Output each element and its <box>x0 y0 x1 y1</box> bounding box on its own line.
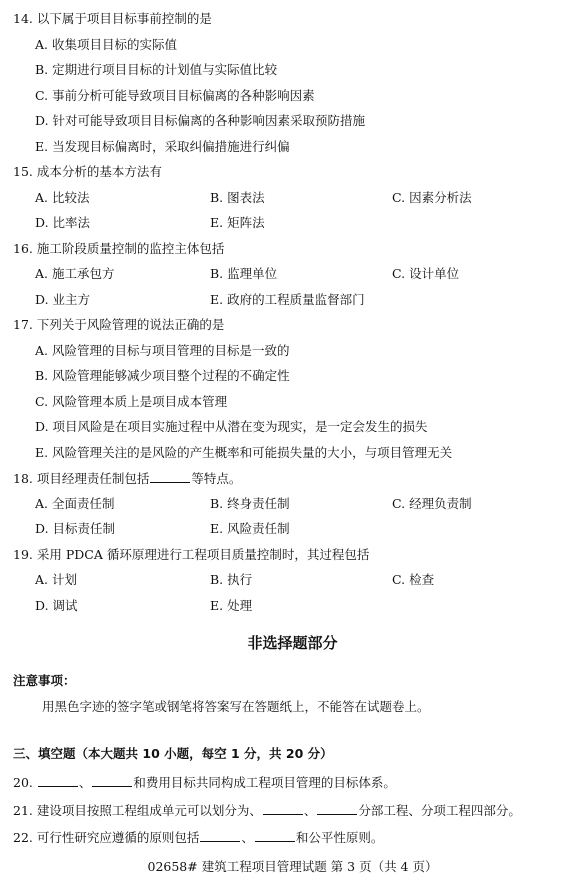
q20-text-after: 和费用目标共同构成工程项目管理的目标体系。 <box>133 775 396 790</box>
q22-text-after: 和公平性原则。 <box>295 830 384 845</box>
question-15-stem: 15. 成本分析的基本方法有 <box>13 164 162 179</box>
section-3-heading <box>13 746 333 762</box>
q17-option-e: E. 风险管理关注的是风险的产生概率和可能损失量的大小，与项目管理无关 <box>35 445 453 460</box>
q17-option-b: B. 风险管理能够减少项目整个过程的不确定性 <box>35 368 290 383</box>
q22-text-before: 22. 可行性研究应遵循的原则包括 <box>13 830 200 845</box>
q16-option-e: E. 政府的工程质量监督部门 <box>210 292 365 307</box>
notice-label: 注意事项： <box>13 673 76 688</box>
question-16-stem: 16. 施工阶段质量控制的监控主体包括 <box>13 241 225 256</box>
q16-option-d: D. 业主方 <box>35 292 91 307</box>
non-choice-section-title: 非选择题部分 <box>247 634 338 652</box>
q21-separator-1: 、 <box>249 803 262 818</box>
q19-option-d: D. 调试 <box>35 598 78 613</box>
q22-separator: 、 <box>241 830 254 845</box>
q16-option-a: A. 施工承包方 <box>35 266 115 281</box>
q18-option-e: E. 风险责任制 <box>210 521 290 536</box>
q15-option-c: C. 因素分析法 <box>392 190 472 205</box>
q21-blank-1 <box>263 802 303 815</box>
q14-option-d: D. 针对可能导致项目目标偏离的各种影响因素采取预防措施 <box>35 113 366 128</box>
q15-option-b: B. 图表法 <box>210 190 265 205</box>
notice-text: 用黑色字迹的签字笔或钢笔将答案写在答题纸上，不能答在试题卷上。 <box>42 699 430 714</box>
q14-option-c: C. 事前分析可能导致项目目标偏离的各种影响因素 <box>35 88 315 103</box>
q19-option-e: E. 处理 <box>210 598 253 613</box>
q22-blank-1 <box>200 829 240 842</box>
q17-option-d: D. 项目风险是在项目实施过程中从潜在变为现实，是一定会发生的损失 <box>35 419 428 434</box>
section-3-detail: （本大题共 10 小题，每空 1 分，共 20 分） <box>75 746 333 761</box>
q16-option-b: B. 监理单位 <box>210 266 278 281</box>
question-22 <box>13 829 383 846</box>
q18-option-c: C. 经理负责制 <box>392 496 472 511</box>
q18-stem-before: 18. 项目经理责任制包括 <box>13 471 150 486</box>
question-20 <box>13 774 396 791</box>
q20-number: 20. <box>13 775 33 790</box>
q17-option-a: A. 风险管理的目标与项目管理的目标是一致的 <box>35 343 290 358</box>
q14-option-b: B. 定期进行项目目标的计划值与实际值比较 <box>35 62 278 77</box>
q15-option-a: A. 比较法 <box>35 190 90 205</box>
q20-blank-1 <box>38 774 78 787</box>
q21-blank-2 <box>317 802 357 815</box>
q14-option-a: A. 收集项目目标的实际值 <box>35 37 177 52</box>
q19-option-b: B. 执行 <box>210 572 253 587</box>
q17-option-c: C. 风险管理本质上是项目成本管理 <box>35 394 228 409</box>
q21-text-after: 分部工程、分项工程四部分。 <box>358 803 521 818</box>
page-footer: 02658# 建筑工程项目管理试题 第 3 页（共 4 页） <box>147 859 438 874</box>
q21-text-before: 21. 建设项目按照工程组成单元可以划分为 <box>13 803 250 818</box>
q21-separator-2: 、 <box>303 803 317 818</box>
q18-option-b: B. 终身责任制 <box>210 496 290 511</box>
question-18-stem <box>13 470 241 487</box>
q18-stem-after: 等特点。 <box>191 471 242 486</box>
q22-blank-2 <box>255 829 295 842</box>
question-14-stem: 14. 以下属于项目目标事前控制的是 <box>13 11 212 26</box>
q15-option-d: D. 比率法 <box>35 215 91 230</box>
q18-answer-blank <box>150 470 190 483</box>
q20-separator: 、 <box>78 775 92 790</box>
question-19-stem: 19. 采用 PDCA 循环原理进行工程项目质量控制时，其过程包括 <box>13 547 370 562</box>
q18-option-d: D. 目标责任制 <box>35 521 116 536</box>
q20-blank-2 <box>92 774 132 787</box>
section-3-prefix: 三、填空题 <box>13 746 76 761</box>
q14-option-e: E. 当发现目标偏离时，采取纠偏措施进行纠偏 <box>35 139 290 154</box>
q15-option-e: E. 矩阵法 <box>210 215 265 230</box>
q19-option-a: A. 计划 <box>35 572 77 587</box>
q18-option-a: A. 全面责任制 <box>35 496 115 511</box>
question-21 <box>13 802 521 819</box>
q16-option-c: C. 设计单位 <box>392 266 460 281</box>
question-17-stem: 17. 下列关于风险管理的说法正确的是 <box>13 317 225 332</box>
q19-option-c: C. 检查 <box>392 572 435 587</box>
